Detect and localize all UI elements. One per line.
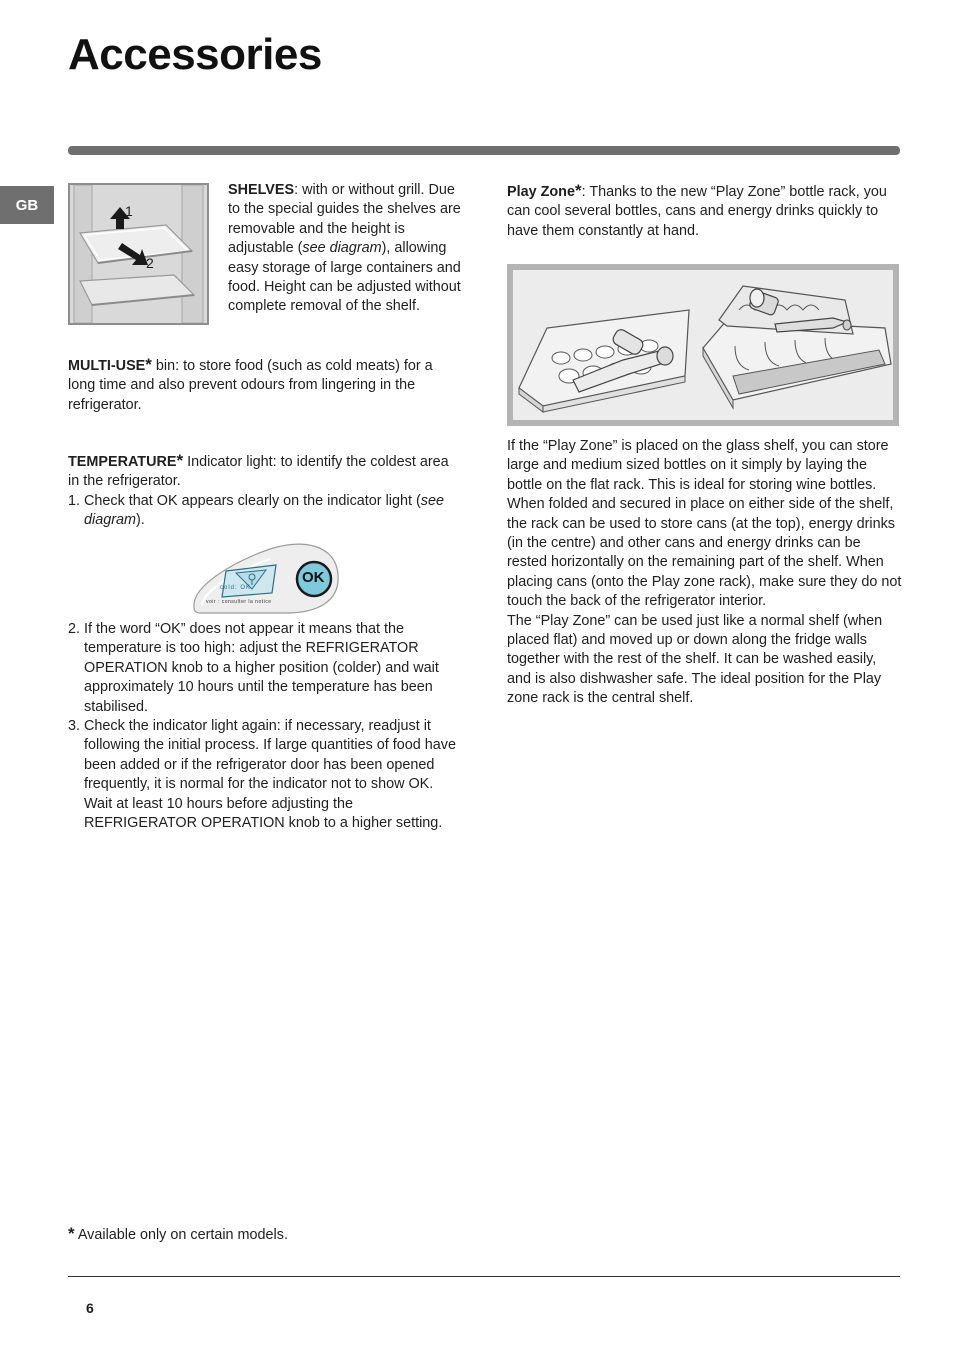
multi-use-text: bin: to store food (such as cold meats) for a long time and also prevent odours from lingering in the refrigerator. [68, 358, 433, 413]
page-title: Accessories [68, 30, 322, 79]
play-zone-paragraph-1: If the “Play Zone” is placed on the glass shelf, you can store large and medium sized bottles on it simply by laying the bottle on the flat rack. This is ideal for storing wine bottles. When folded and secured in place on either side of the shelf, the rack can be used to store cans (at the top), energy drinks (in the centre) and other cans and energy drinks can be rested horizontally on the remaining part of the shelf. When placing cans (onto the Play zone rack), make sure they do not touch the back of the refrigerator interior. [507, 438, 902, 610]
play-zone-section [507, 181, 902, 241]
language-tab: GB [0, 186, 54, 224]
step-3-number: 3. [68, 718, 81, 735]
step-3-text: Check the indicator light again: if necessary, readjust it following the initial process. If large quantities of food have been added or if the refrigerator door has been opened frequently, it is normal for the indicator not to show OK. Wait at least 10 hours before adjusting the REFRIGERATOR OPERATION knob to a higher setting. [84, 718, 456, 832]
step-3 [68, 717, 463, 833]
shelves-text: : with or without grill. Due to the special guides the shelves are removable and the height is adjustable ( [228, 182, 461, 257]
step-2-text: : adjust the REFRIGERATOR OPERATION knob to a higher position (colder) and wait approximately 10 hours until the temperature has been stabilised. [84, 640, 439, 715]
step-2-number: 2. [68, 621, 81, 637]
step-2-lead: If the word “OK” does not appear it means that the temperature is too high [84, 621, 404, 657]
play-zone-star: * [574, 181, 582, 200]
shelves-text-end: ), allowing easy storage of large containers and food. Height can be adjusted without complete removal of the shelf. [228, 240, 461, 315]
shelves-section [228, 181, 464, 317]
shelf-label-1: 1 [125, 203, 133, 219]
play-zone-heading: Play Zone [507, 184, 575, 200]
play-zone-body [507, 437, 902, 709]
play-zone-drawing [513, 270, 893, 420]
step-2 [68, 620, 463, 717]
shelf-diagram [68, 183, 209, 325]
play-zone-intro: : Thanks to the new “Play Zone” bottle rack, you can cool several bottles, cans and energy drinks quickly to have them constantly at hand. [507, 184, 887, 239]
footer-rule [68, 1276, 900, 1277]
temperature-steps [68, 620, 463, 833]
footnote-text: Available only on certain models. [74, 1227, 288, 1243]
indicator-small-label: cold: OK [220, 585, 252, 591]
shelves-italic: see diagram [302, 240, 382, 257]
play-zone-paragraph-2: The “Play Zone” can be used just like a normal shelf (when placed flat) and moved up or down along the fridge walls together with the rest of the shelf. It can be washed easily, and is also dishwasher safe. The ideal position for the Play zone rack is the central shelf. [507, 612, 883, 707]
multi-use-heading: MULTI-USE [68, 358, 146, 374]
step-1-end: ). [136, 512, 145, 529]
multi-use-star: * [145, 355, 152, 374]
shelf-label-2: 2 [146, 255, 154, 271]
step-1-text: Check that OK appears clearly on the indicator light ( [84, 492, 421, 509]
footnote-star: * [68, 1224, 75, 1243]
shelf-drawing [70, 185, 207, 323]
multi-use-section [68, 355, 463, 415]
temperature-star: * [176, 451, 184, 470]
page-number: 6 [86, 1300, 94, 1316]
step-1-number: 1. [68, 492, 81, 509]
indicator-light-diagram [190, 541, 342, 615]
indicator-caption: voir : consulter la notice [206, 599, 272, 605]
temperature-intro: Indicator light: to identify the coldest area in the refrigerator. [68, 454, 449, 490]
footnote [68, 1224, 288, 1244]
shelves-heading: SHELVES [228, 182, 295, 198]
indicator-ok-label: OK [302, 569, 325, 586]
temperature-section [68, 451, 463, 531]
step-1 [68, 492, 463, 531]
temperature-heading: TEMPERATURE [68, 454, 177, 470]
step-1-italic: see diagram [84, 492, 444, 529]
header-rule [68, 146, 900, 155]
play-zone-diagram [507, 264, 899, 426]
